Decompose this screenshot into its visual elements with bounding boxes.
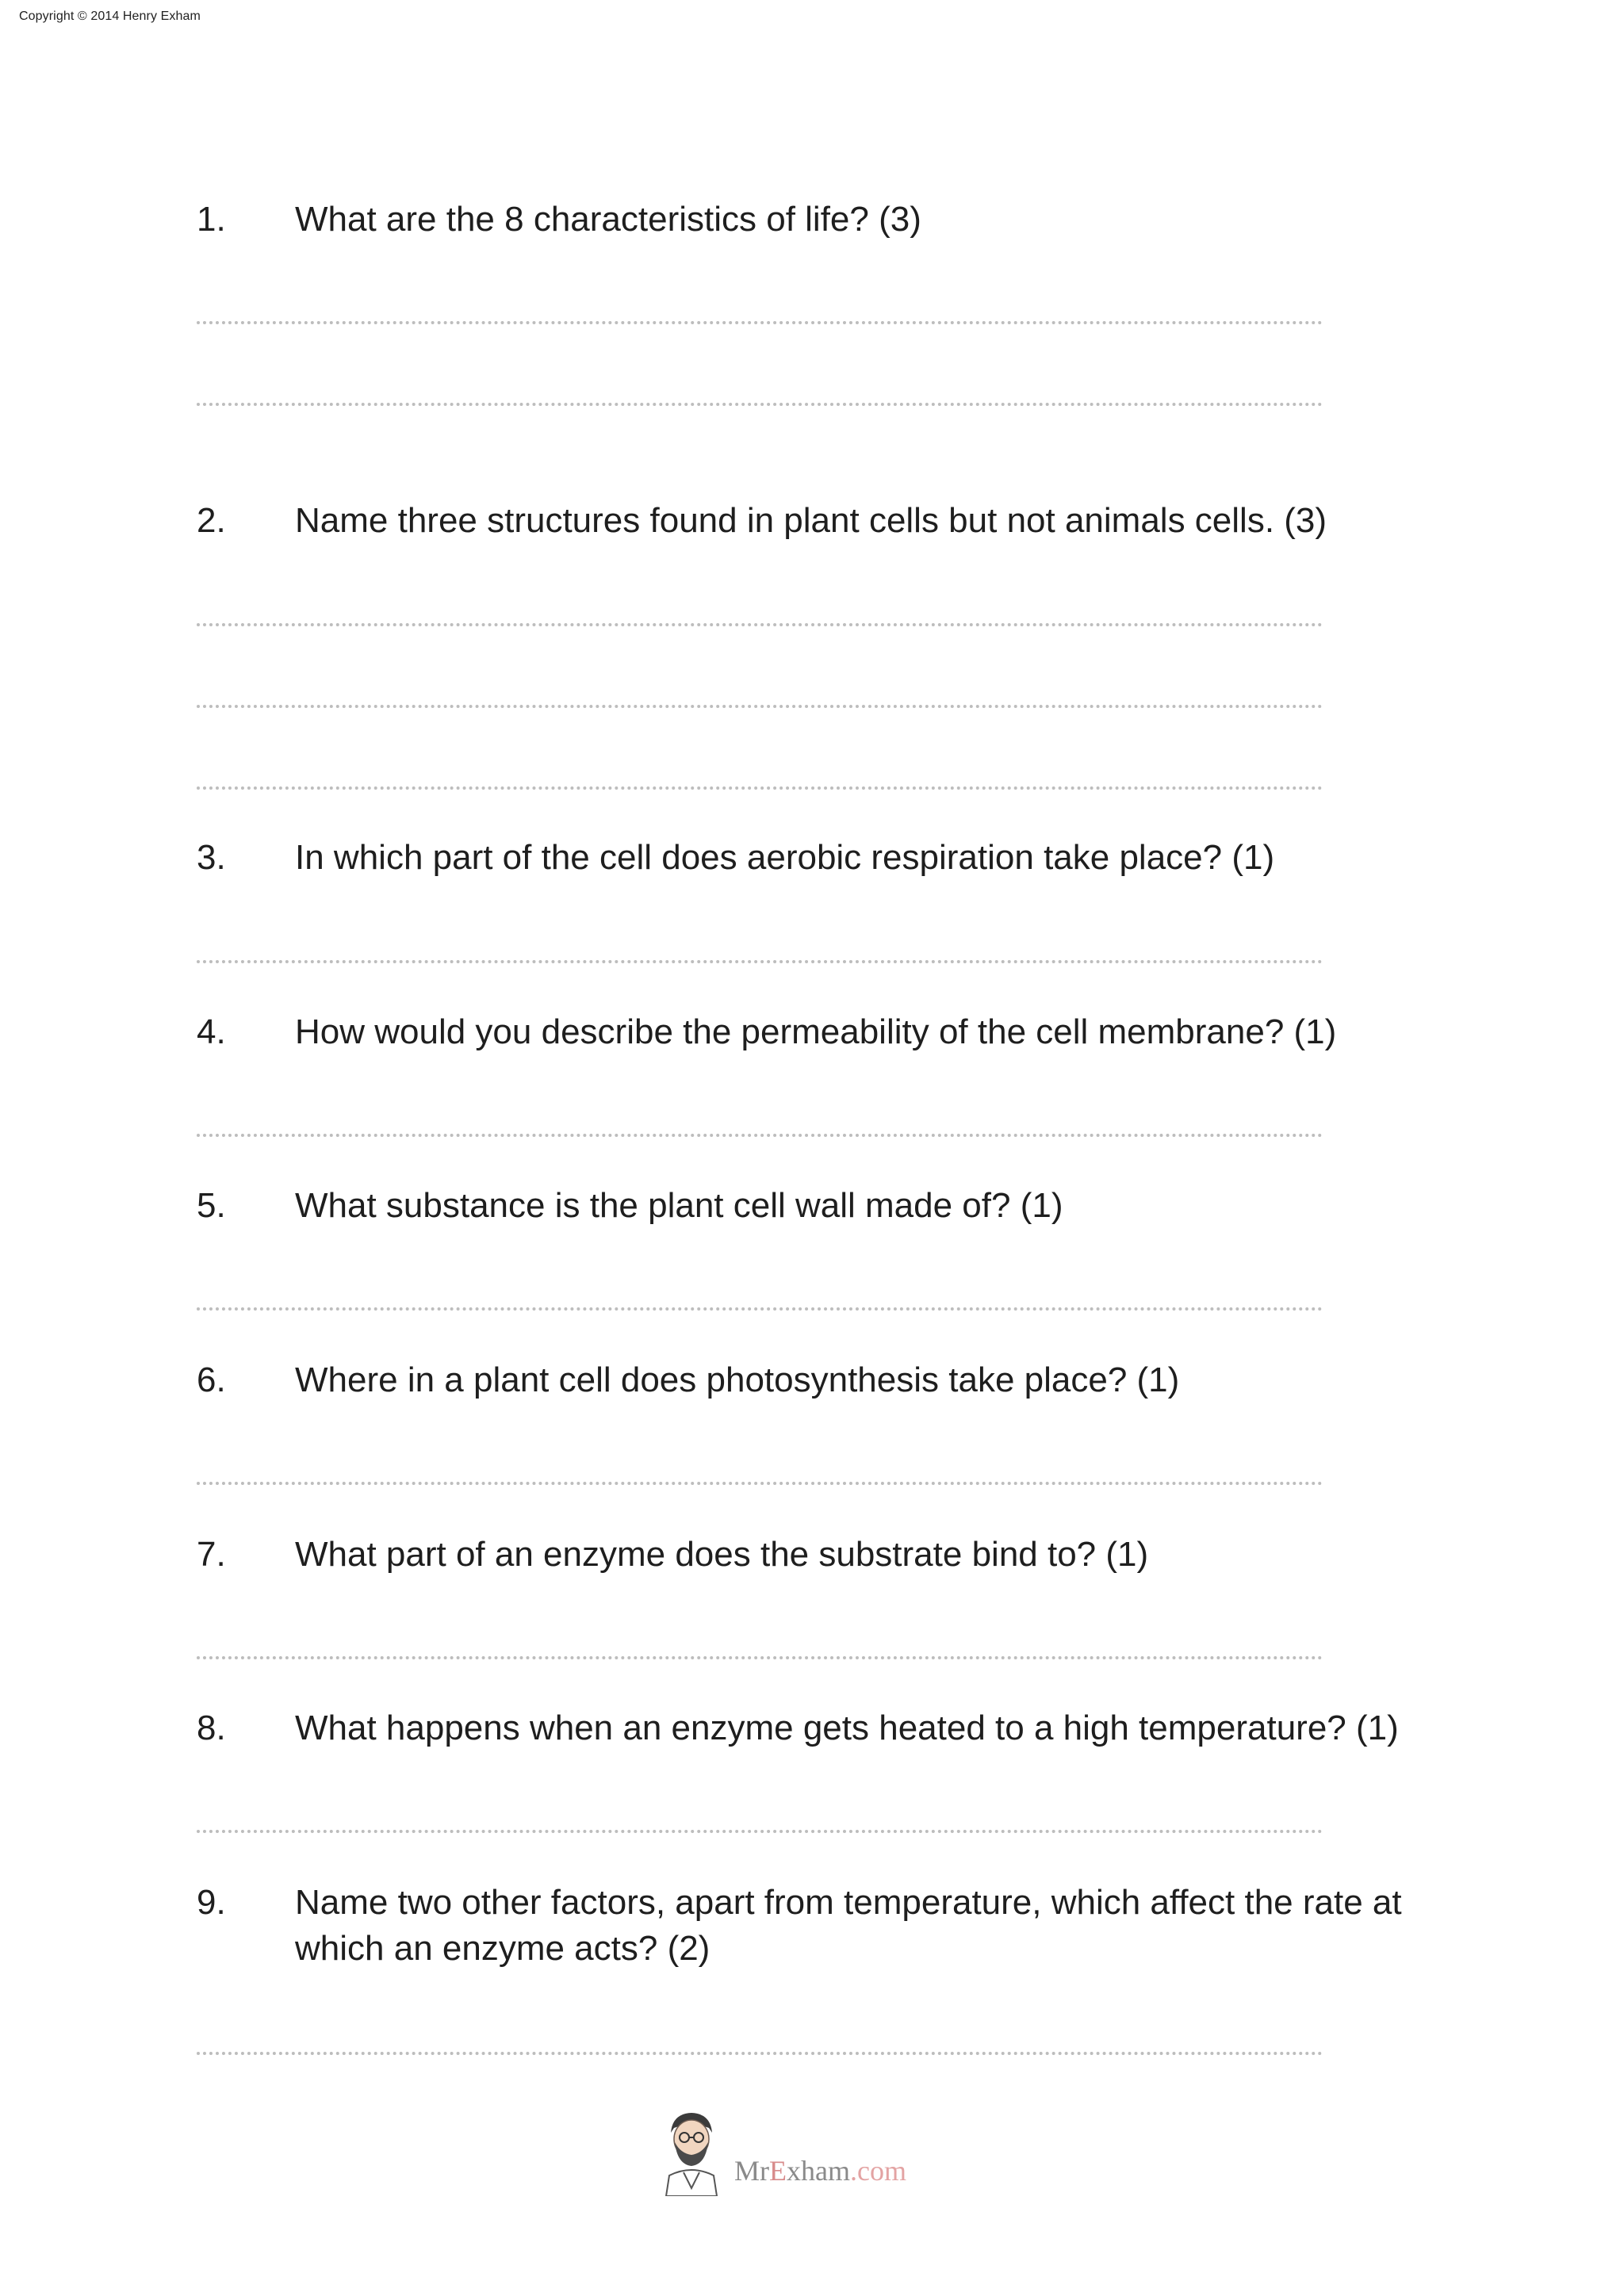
cartoon-face-icon xyxy=(655,2109,734,2196)
question-number: 9. xyxy=(197,1883,226,1922)
answer-line[interactable] xyxy=(197,960,1323,963)
answer-line[interactable] xyxy=(197,786,1323,790)
question-number: 2. xyxy=(197,501,226,540)
question-number: 7. xyxy=(197,1535,226,1574)
question-1 xyxy=(197,197,1434,243)
question-6 xyxy=(197,1357,1434,1403)
question-number: 3. xyxy=(197,838,226,877)
question-number: 8. xyxy=(197,1709,226,1747)
question-number: 1. xyxy=(197,200,226,239)
question-number: 6. xyxy=(197,1360,226,1399)
question-text: Name three structures found in plant cells but not animals cells. (3) xyxy=(295,501,1327,540)
answer-line[interactable] xyxy=(197,1307,1323,1311)
question-3 xyxy=(197,835,1434,881)
question-number: 4. xyxy=(197,1012,226,1051)
logo-text xyxy=(734,2154,906,2187)
question-5 xyxy=(197,1183,1434,1229)
question-2 xyxy=(197,498,1434,544)
question-7 xyxy=(197,1532,1434,1578)
question-text: What part of an enzyme does the substrate bind to? (1) xyxy=(295,1535,1149,1574)
question-text: In which part of the cell does aerobic respiration take place? (1) xyxy=(295,838,1275,877)
logo-text-e: E xyxy=(769,2155,787,2187)
answer-line[interactable] xyxy=(197,1134,1323,1137)
answer-line[interactable] xyxy=(197,2052,1323,2055)
question-text: Name two other factors, apart from temperature, which affect the rate at which an enzyme acts? (2) xyxy=(295,1883,1402,1968)
logo-text-xham: xham xyxy=(787,2155,850,2187)
question-number: 5. xyxy=(197,1186,226,1225)
question-text: What happens when an enzyme gets heated to a high temperature? (1) xyxy=(295,1709,1399,1747)
answer-line[interactable] xyxy=(197,705,1323,708)
answer-line[interactable] xyxy=(197,1830,1323,1833)
logo-text-domain: .com xyxy=(849,2155,906,2187)
logo-text-mr: Mr xyxy=(734,2155,769,2187)
question-text: How would you describe the permeability of the cell membrane? (1) xyxy=(295,1012,1337,1051)
copyright-notice: Copyright © 2014 Henry Exham xyxy=(19,10,201,23)
answer-line[interactable] xyxy=(197,321,1323,324)
question-4 xyxy=(197,1009,1434,1055)
answer-line[interactable] xyxy=(197,1482,1323,1485)
question-9 xyxy=(197,1880,1434,1972)
question-text: What substance is the plant cell wall made of? (1) xyxy=(295,1186,1063,1225)
mrexham-logo xyxy=(655,2109,925,2196)
answer-line[interactable] xyxy=(197,403,1323,406)
answer-line[interactable] xyxy=(197,623,1323,626)
question-text: Where in a plant cell does photosynthesis take place? (1) xyxy=(295,1360,1180,1399)
question-8 xyxy=(197,1705,1434,1751)
question-text: What are the 8 characteristics of life? (3) xyxy=(295,200,921,239)
answer-line[interactable] xyxy=(197,1656,1323,1659)
